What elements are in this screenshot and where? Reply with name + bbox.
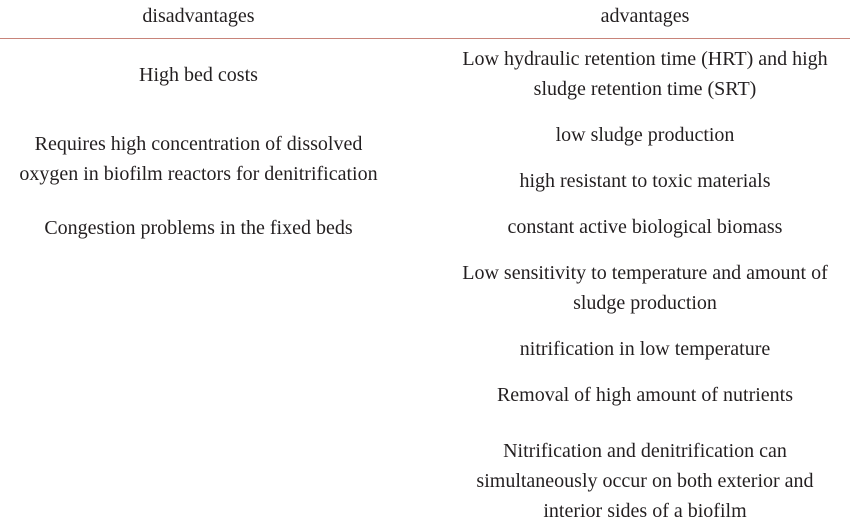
table-header [0,0,850,39]
header-disadvantages: disadvantages [142,5,255,27]
advantage-line: constant active biological biomass [507,216,783,238]
header-advantages: advantages [600,5,690,27]
advantage-line: Nitrification and denitrification can [503,440,787,462]
advantage-item [440,212,850,242]
advantage-item [440,380,850,410]
disadvantage-item [0,213,397,243]
disadvantage-line: Congestion problems in the fixed beds [44,217,353,239]
advantage-line: simultaneously occur on both exterior and [476,470,814,492]
advantage-line: sludge retention time (SRT) [533,78,757,100]
disadvantage-line: oxygen in biofilm reactors for denitrification [19,163,378,185]
advantage-line: nitrification in low temperature [519,338,771,360]
advantage-item [440,258,850,318]
advantage-item [440,334,850,364]
advantage-line: Low sensitivity to temperature and amount of [462,262,828,284]
advantage-line: Removal of high amount of nutrients [496,384,794,406]
disadvantage-item [0,129,397,189]
advantage-line: Low hydraulic retention time (HRT) and high [462,48,828,70]
advantage-item [440,44,850,104]
advantage-line: sludge production [573,292,717,314]
disadvantage-line: High bed costs [139,64,258,86]
advantage-line: interior sides of a biofilm [543,500,747,522]
disadvantage-line: Requires high concentration of dissolved [34,133,363,155]
advantage-line: high resistant to toxic materials [519,170,771,192]
advantage-item [440,436,850,526]
advantage-item [440,166,850,196]
disadvantage-item [0,60,397,90]
advantage-item [440,120,850,150]
advantage-line: low sludge production [555,124,735,146]
